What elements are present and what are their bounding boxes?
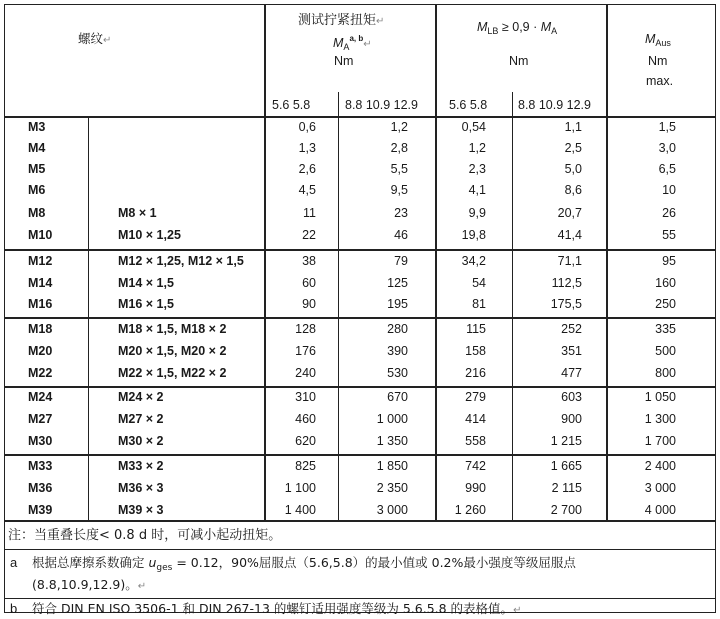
note-b-text: 符合 DIN EN ISO 3506-1 和 DIN 267-13 的螺钉适用强度等级为 5.6.5.8 的表格值。↵ xyxy=(32,601,522,616)
cell-b1: 279 xyxy=(465,390,486,404)
rule-h-group3 xyxy=(4,386,716,388)
cell-a1: 825 xyxy=(295,459,316,473)
cell-fine: M36 × 3 xyxy=(118,481,164,495)
cell-b1: 990 xyxy=(465,481,486,495)
cell-c: 1,5 xyxy=(658,120,676,134)
cell-b2: 20,7 xyxy=(557,206,582,220)
cell-a1: 2,6 xyxy=(298,162,316,176)
cell-a1: 90 xyxy=(302,297,316,311)
cell-b2: 5,0 xyxy=(564,162,582,176)
grade-lb-low: 5.6 5.8 xyxy=(449,98,488,112)
cell-a2: 5,5 xyxy=(390,162,408,176)
cell-c: 160 xyxy=(655,276,676,290)
cell-m: M39 xyxy=(28,503,53,517)
cell-b2: 477 xyxy=(561,366,582,380)
cell-b2: 112,5 xyxy=(551,276,582,290)
note-a-line2: (8.8,10.9,12.9)。↵ xyxy=(32,577,147,592)
rule-h-group2 xyxy=(4,317,716,319)
rule-v-tight xyxy=(264,4,266,520)
cell-fine: M22 × 1,5, M22 × 2 xyxy=(118,366,227,380)
cell-m: M12 xyxy=(28,254,53,268)
cell-a1: 240 xyxy=(295,366,316,380)
cell-fine: M30 × 2 xyxy=(118,434,164,448)
cell-a1: 4,5 xyxy=(298,183,316,197)
header-lb: $M_{LB} \ge 0,9 \cdot M_A$ xyxy=(477,20,558,36)
cell-c: 1 700 xyxy=(644,434,676,448)
cell-a2: 46 xyxy=(394,228,408,242)
cell-b2: 8,6 xyxy=(564,183,582,197)
cell-m: M3 xyxy=(28,120,46,134)
rule-h-notes xyxy=(4,549,716,550)
cell-c: 3 000 xyxy=(644,481,676,495)
cell-c: 3,0 xyxy=(658,141,676,155)
rule-v-lb xyxy=(435,4,437,520)
cell-fine: M10 × 1,25 xyxy=(118,228,181,242)
cell-a2: 2,8 xyxy=(390,141,408,155)
cell-b1: 158 xyxy=(465,344,486,358)
cell-c: 6,5 xyxy=(658,162,676,176)
note-overlap: 注：当重叠长度< 0.8 d 时，可减小起动扭矩。 xyxy=(8,528,282,543)
header-aus-unit: Nm xyxy=(648,54,668,68)
header-aus: $M_{Aus}$ xyxy=(645,32,671,48)
cell-b2: 71,1 xyxy=(557,254,582,268)
cell-b1: 1 260 xyxy=(454,503,486,517)
cell-a1: 460 xyxy=(295,412,316,426)
cell-c: 250 xyxy=(655,297,676,311)
grade-lb-high: 8.8 10.9 12.9 xyxy=(518,98,591,112)
cell-b1: 54 xyxy=(472,276,486,290)
cell-fine: M33 × 2 xyxy=(118,459,164,473)
cell-c: 55 xyxy=(662,228,676,242)
cell-a2: 280 xyxy=(387,322,408,336)
cell-c: 500 xyxy=(655,344,676,358)
cell-b2: 1 215 xyxy=(550,434,582,448)
cell-m: M24 xyxy=(28,390,53,404)
cell-b2: 351 xyxy=(561,344,582,358)
cell-a2: 530 xyxy=(387,366,408,380)
cell-m: M22 xyxy=(28,366,53,380)
cell-fine: M16 × 1,5 xyxy=(118,297,174,311)
cell-a2: 2 350 xyxy=(376,481,408,495)
cell-b2: 603 xyxy=(561,390,582,404)
cell-m: M18 xyxy=(28,322,53,336)
grade-tight-high: 8.8 10.9 12.9 xyxy=(345,98,418,112)
cell-a2: 9,5 xyxy=(390,183,408,197)
cell-m: M20 xyxy=(28,344,53,358)
cell-b2: 175,5 xyxy=(550,297,582,311)
header-lb-unit: Nm xyxy=(509,54,529,68)
cell-b1: 216 xyxy=(465,366,486,380)
note-b-label: b xyxy=(10,601,18,616)
header-tight-title: 测试拧紧扭矩↵ xyxy=(298,13,385,28)
rule-h-group1 xyxy=(4,249,716,251)
cell-b1: 4,1 xyxy=(468,183,486,197)
cell-a1: 11 xyxy=(303,206,316,220)
cell-m: M6 xyxy=(28,183,46,197)
cell-fine: M12 × 1,25, M12 × 1,5 xyxy=(118,254,244,268)
cell-a1: 1,3 xyxy=(298,141,316,155)
header-thread: 螺纹↵ xyxy=(78,31,112,46)
cell-a2: 79 xyxy=(394,254,408,268)
cell-m: M33 xyxy=(28,459,53,473)
cell-a2: 1 850 xyxy=(376,459,408,473)
cell-c: 800 xyxy=(655,366,676,380)
rule-h-table-end xyxy=(4,520,716,522)
cell-c: 10 xyxy=(662,183,676,197)
rule-v-lb-mid xyxy=(512,92,513,520)
cell-a1: 22 xyxy=(302,228,316,242)
cell-a2: 195 xyxy=(387,297,408,311)
cell-b1: 742 xyxy=(465,459,486,473)
cell-a1: 1 400 xyxy=(284,503,316,517)
cell-m: M10 xyxy=(28,228,53,242)
header-tight-unit: Nm xyxy=(334,54,354,68)
cell-b1: 9,9 xyxy=(468,206,486,220)
cell-c: 335 xyxy=(655,322,676,336)
cell-m: M14 xyxy=(28,276,53,290)
cell-a2: 1 000 xyxy=(376,412,408,426)
cell-b2: 900 xyxy=(561,412,582,426)
cell-a1: 38 xyxy=(302,254,316,268)
cell-b1: 558 xyxy=(465,434,486,448)
cell-a2: 23 xyxy=(394,206,408,220)
rule-v-fine xyxy=(88,117,89,520)
cell-m: M30 xyxy=(28,434,53,448)
cell-b2: 41,4 xyxy=(557,228,582,242)
cell-m: M27 xyxy=(28,412,53,426)
cell-fine: M39 × 3 xyxy=(118,503,164,517)
cell-fine: M24 × 2 xyxy=(118,390,164,404)
cell-a1: 128 xyxy=(295,322,316,336)
cell-b2: 2,5 xyxy=(564,141,582,155)
cell-b2: 1 665 xyxy=(550,459,582,473)
cell-a1: 1 100 xyxy=(284,481,316,495)
cell-b1: 34,2 xyxy=(461,254,486,268)
cell-c: 1 300 xyxy=(644,412,676,426)
cell-b1: 414 xyxy=(465,412,486,426)
cell-fine: M18 × 1,5, M18 × 2 xyxy=(118,322,227,336)
cell-b1: 19,8 xyxy=(461,228,486,242)
note-a-line1: 根据总摩擦系数确定 $u_{ges} = 0.12$，90%屈服点（5.6,5.8）的最小值或 0.2%最小强度等级屈服点 xyxy=(32,555,576,573)
cell-a1: 60 xyxy=(302,276,316,290)
cell-b1: 115 xyxy=(466,322,486,336)
cell-b1: 0,54 xyxy=(461,120,486,134)
cell-b1: 81 xyxy=(472,297,486,311)
cell-a1: 0,6 xyxy=(298,120,316,134)
cell-b1: 2,3 xyxy=(468,162,486,176)
cell-fine: M8 × 1 xyxy=(118,206,157,220)
cell-a2: 3 000 xyxy=(376,503,408,517)
grade-tight-low: 5.6 5.8 xyxy=(272,98,311,112)
cell-a2: 1 350 xyxy=(376,434,408,448)
cell-a1: 310 xyxy=(295,390,316,404)
header-aus-max: max. xyxy=(646,74,674,88)
cell-a2: 1,2 xyxy=(390,120,408,134)
cell-m: M16 xyxy=(28,297,53,311)
cell-b2: 252 xyxy=(561,322,582,336)
note-a-label: a xyxy=(10,555,18,570)
cell-c: 95 xyxy=(662,254,676,268)
cell-m: M8 xyxy=(28,206,46,220)
rule-v-tight-mid xyxy=(338,92,339,520)
cell-b1: 1,2 xyxy=(468,141,486,155)
cell-a2: 125 xyxy=(387,276,408,290)
rule-h-header xyxy=(4,116,716,118)
cell-a1: 620 xyxy=(295,434,316,448)
rule-v-aus xyxy=(606,4,608,520)
cell-fine: M14 × 1,5 xyxy=(118,276,174,290)
rule-h-group4 xyxy=(4,454,716,456)
cell-c: 2 400 xyxy=(644,459,676,473)
cell-b2: 2 115 xyxy=(551,481,582,495)
cell-fine: M27 × 2 xyxy=(118,412,164,426)
cell-a2: 670 xyxy=(387,390,408,404)
rule-h-note-a xyxy=(4,598,716,599)
cell-m: M5 xyxy=(28,162,46,176)
cell-c: 26 xyxy=(662,206,676,220)
cell-fine: M20 × 1,5, M20 × 2 xyxy=(118,344,227,358)
cell-m: M4 xyxy=(28,141,46,155)
cell-a1: 176 xyxy=(295,344,316,358)
cell-c: 4 000 xyxy=(644,503,676,517)
cell-b2: 1,1 xyxy=(564,120,582,134)
cell-b2: 2 700 xyxy=(550,503,582,517)
header-tight-symbol: $M_A^{a, b}↵$ xyxy=(333,34,372,52)
cell-c: 1 050 xyxy=(644,390,676,404)
cell-a2: 390 xyxy=(387,344,408,358)
cell-m: M36 xyxy=(28,481,53,495)
